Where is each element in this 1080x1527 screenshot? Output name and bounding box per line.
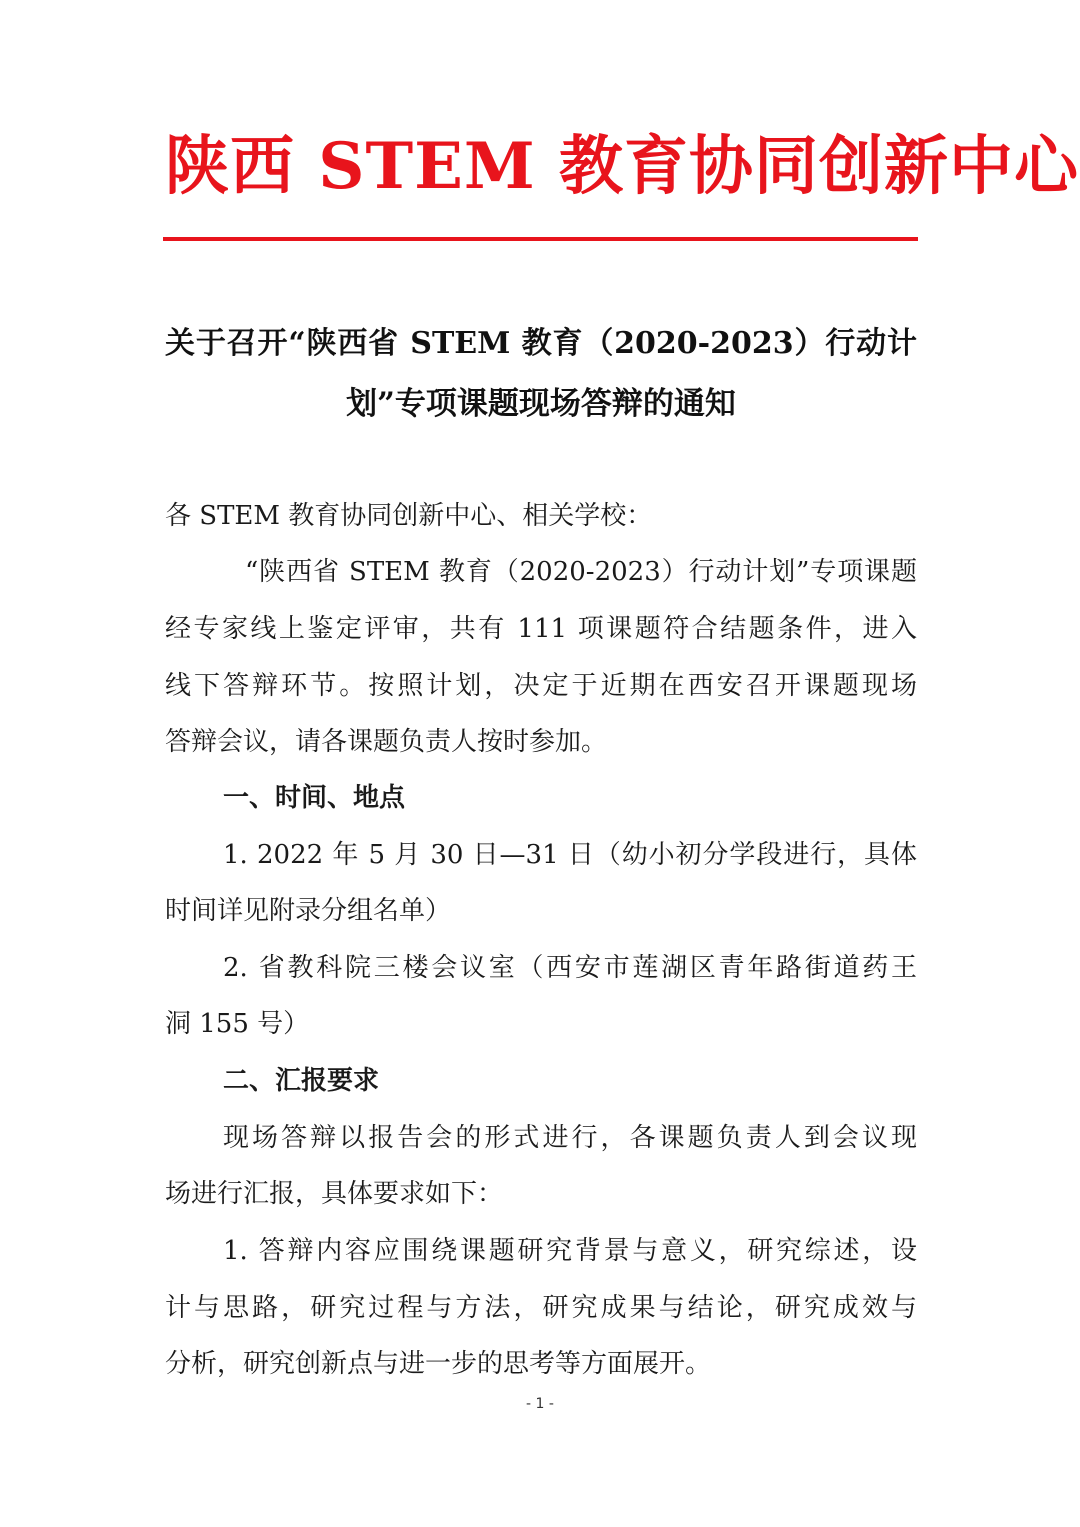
- section-1-item-1-line-1: 1. 2022 年 5 月 30 日—31 日（幼小初分学段进行，具体: [223, 840, 917, 870]
- header-divider: [163, 237, 918, 241]
- section-2-item-1-line-3: 分析，研究创新点与进一步的思考等方面展开。: [165, 1349, 712, 1379]
- document-title: [165, 314, 917, 434]
- section-2-item-1-line-2: 计与思路，研究过程与方法，研究成果与结论，研究成效与: [165, 1293, 917, 1323]
- section-2-intro-line-1: 现场答辩以报告会的形式进行，各课题负责人到会议现: [223, 1123, 917, 1153]
- section-1-heading: 一、时间、地点: [223, 783, 406, 813]
- salutation: 各 STEM 教育协同创新中心、相关学校：: [165, 501, 653, 531]
- intro-line-2: 经专家线上鉴定评审，共有 111 项课题符合结题条件，进入: [165, 614, 917, 644]
- organization-header: 陕西 STEM 教育协同创新中心: [165, 129, 1080, 204]
- intro-line-4: 答辩会议，请各课题负责人按时参加。: [165, 727, 608, 757]
- section-1-item-2-line-1: 2. 省教科院三楼会议室（西安市莲湖区青年路街道药王: [223, 953, 917, 983]
- section-1-item-1-line-2: 时间详见附录分组名单）: [165, 896, 452, 926]
- section-2-intro-line-2: 场进行汇报，具体要求如下：: [165, 1179, 504, 1209]
- page-number: - 1 -: [526, 1396, 554, 1412]
- section-1-item-2-line-2: 洞 155 号）: [165, 1009, 310, 1039]
- intro-line-1: “陕西省 STEM 教育（2020-2023）行动计划”专项课题: [245, 557, 917, 587]
- title-line-2: 划”专项课题现场答辩的通知: [346, 386, 736, 422]
- section-2-heading: 二、汇报要求: [223, 1066, 380, 1096]
- intro-line-3: 线下答辩环节。按照计划，决定于近期在西安召开课题现场: [165, 671, 917, 701]
- title-line-1: 关于召开“陕西省 STEM 教育（2020-2023）行动计: [165, 326, 917, 361]
- section-2-item-1-line-1: 1. 答辩内容应围绕课题研究背景与意义，研究综述，设: [223, 1236, 917, 1266]
